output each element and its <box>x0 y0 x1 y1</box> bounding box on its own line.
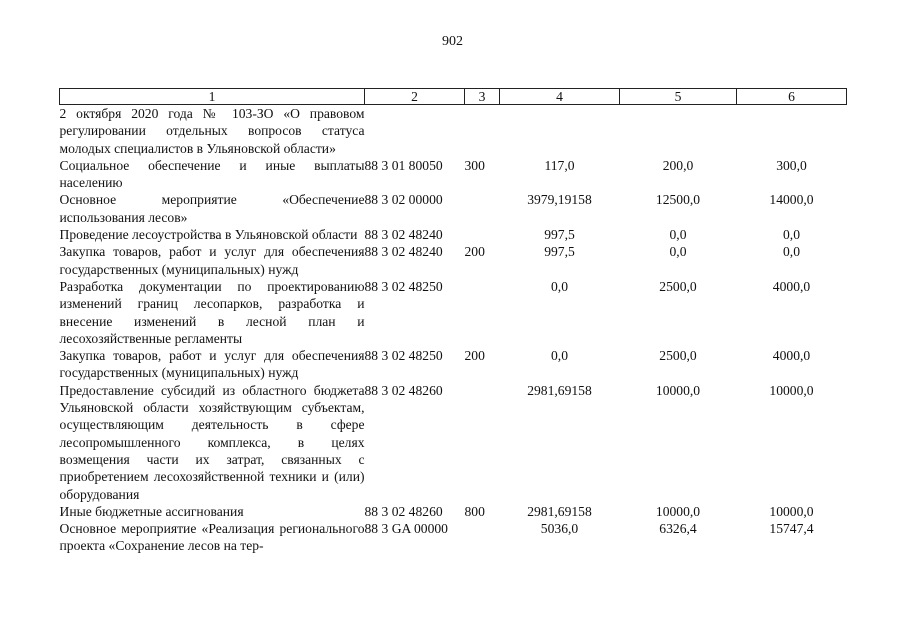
row-expense-type: 300 <box>464 157 485 173</box>
table-row <box>60 503 847 520</box>
row-name: 2 октября 2020 года № 103-ЗО «О правовом регулировании отдельных вопросов статуса молодых специалистов в Ульяновской области» <box>59 106 365 156</box>
row-name: Основное мероприятие «Обеспечение использования лесов» <box>59 192 365 225</box>
row-name: Закупка товаров, работ и услуг для обеспечения государственных (муниципальных) нужд <box>59 348 365 381</box>
row-value-col5: 10000,0 <box>655 503 701 519</box>
table-row <box>60 157 847 192</box>
table-row <box>60 347 847 382</box>
row-expense-type <box>465 105 500 157</box>
table-row <box>60 105 847 157</box>
budget-table <box>59 88 847 555</box>
row-name: Закупка товаров, работ и услуг для обеспечения государственных (муниципальных) нужд <box>59 244 365 277</box>
row-code: 88 3 02 48240 <box>364 244 443 260</box>
row-code: 88 3 GA 00000 <box>364 521 448 537</box>
table-header-row <box>60 89 847 105</box>
row-code: 88 3 02 48240 <box>364 227 443 243</box>
row-value-col6: 10000,0 <box>769 503 814 519</box>
row-value-col6: 0,0 <box>783 227 800 243</box>
row-name: Социальное обеспечение и иные выплаты населению <box>59 157 365 191</box>
row-name: Иные бюджетные ассигнования <box>59 503 244 519</box>
column-header: 3 <box>465 89 500 105</box>
column-header: 4 <box>500 89 620 105</box>
row-expense-type: 800 <box>464 503 485 519</box>
row-name: Проведение лесоустройства в Ульяновской области <box>59 227 358 243</box>
table-row <box>60 278 847 347</box>
row-expense-type: 200 <box>464 348 485 364</box>
row-value-col4: 2981,69158 <box>527 382 592 398</box>
row-value-col4 <box>500 105 620 157</box>
row-value-col4: 5036,0 <box>540 521 579 537</box>
row-expense-type: 200 <box>464 244 485 260</box>
row-value-col4: 0,0 <box>551 348 568 364</box>
row-value-col6: 4000,0 <box>772 278 811 294</box>
row-value-col6: 300,0 <box>776 157 807 173</box>
row-code <box>365 105 465 157</box>
row-expense-type <box>465 520 500 555</box>
row-value-col5: 0,0 <box>669 244 687 260</box>
table-row <box>60 382 847 503</box>
row-name: Предоставление субсидий из областного бюджета Ульяновской области хозяйствующим субъектам, осуществляющим деятельность в сфере лесопромышленного комплекса, в целях возмещения части их затрат, связанных с приобретением лесохозяйственной техники и (или) оборудования <box>59 382 365 502</box>
row-value-col4: 2981,69158 <box>527 503 592 519</box>
row-value-col6: 14000,0 <box>769 192 814 208</box>
row-expense-type <box>465 278 500 347</box>
row-expense-type <box>465 226 500 243</box>
row-value-col6: 10000,0 <box>769 382 814 398</box>
row-code: 88 3 02 48260 <box>364 382 443 398</box>
row-value-col4: 997,5 <box>544 227 575 243</box>
bottom-divider <box>0 627 905 628</box>
row-value-col5: 0,0 <box>669 227 687 243</box>
row-expense-type <box>465 382 500 503</box>
row-value-col5: 10000,0 <box>655 382 701 398</box>
row-value-col6: 4000,0 <box>772 348 811 364</box>
page-number: 902 <box>442 34 463 49</box>
row-value-col5: 2500,0 <box>659 348 697 364</box>
column-header: 6 <box>737 89 847 105</box>
column-header: 1 <box>60 89 365 105</box>
row-name: Основное мероприятие «Реализация регионального проекта «Сохранение лесов на тер- <box>59 521 365 554</box>
row-value-col5: 2500,0 <box>659 278 697 294</box>
column-header: 5 <box>620 89 737 105</box>
row-value-col4: 3979,19158 <box>527 192 592 208</box>
table-row <box>60 520 847 555</box>
row-expense-type <box>465 191 500 226</box>
row-value-col4: 0,0 <box>551 278 568 294</box>
row-value-col4: 117,0 <box>544 157 575 173</box>
row-value-col5: 12500,0 <box>655 192 701 208</box>
row-value-col4: 997,5 <box>544 244 575 260</box>
row-code: 88 3 02 48250 <box>364 348 443 364</box>
column-header: 2 <box>365 89 465 105</box>
table-row <box>60 191 847 226</box>
row-code: 88 3 02 48250 <box>364 278 443 294</box>
row-value-col6: 0,0 <box>783 244 800 260</box>
row-code: 88 3 02 00000 <box>364 192 443 208</box>
row-code: 88 3 01 80050 <box>364 157 443 173</box>
row-code: 88 3 02 48260 <box>364 503 443 519</box>
table-row <box>60 226 847 243</box>
row-value-col5 <box>620 105 737 157</box>
table-body <box>60 105 847 555</box>
row-value-col6 <box>737 105 847 157</box>
table-row <box>60 243 847 278</box>
row-name: Разработка документации по проектированию изменений границ лесопарков, разработка и внесение изменений в лесной план и лесохозяйственные регламенты <box>59 278 365 346</box>
row-value-col5: 200,0 <box>662 157 694 173</box>
row-value-col5: 6326,4 <box>659 521 697 537</box>
row-value-col6: 15747,4 <box>769 521 814 537</box>
